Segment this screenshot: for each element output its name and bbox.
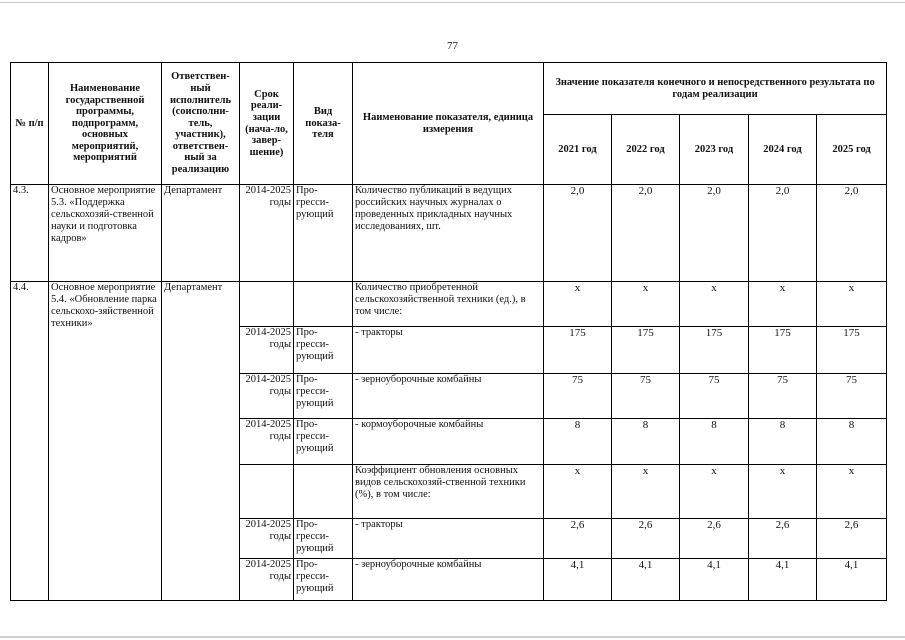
- cell-value: 2,6: [817, 519, 887, 559]
- page-number: 77: [447, 40, 458, 52]
- cell-indicator: - кормоуборочные комбайны: [353, 419, 544, 465]
- cell-kind: Про-гресси-рующий: [294, 374, 353, 419]
- cell-value: 4,1: [544, 559, 612, 601]
- cell-indicator: Количество приобретенной сельскохозяйственной техники (ед.), в том числе:: [353, 282, 544, 327]
- table-row-4-3: [11, 185, 887, 282]
- header-indicator: Наименование показателя, единица измерения: [353, 63, 544, 185]
- cell-indicator: - тракторы: [353, 519, 544, 559]
- header-year-2022: 2022 год: [612, 115, 680, 185]
- cell-value: х: [612, 465, 680, 519]
- cell-value: 175: [817, 327, 887, 374]
- cell-term: 2014-2025 годы: [240, 374, 294, 419]
- cell-term: 2014-2025 годы: [240, 559, 294, 601]
- cell-kind: Про-гресси-рующий: [294, 327, 353, 374]
- top-rule: [0, 2, 905, 3]
- cell-kind: [294, 282, 353, 327]
- cell-term: [240, 282, 294, 327]
- cell-indicator: Количество публикаций в ведущих российских научных журналах о проведенных прикладных научных исследованиях, шт.: [353, 185, 544, 282]
- indicators-table: [10, 62, 887, 601]
- header-program: Наименование государственной программы, подпрограмм, основных мероприятий, мероприятий: [49, 63, 162, 185]
- header-year-2021: 2021 год: [544, 115, 612, 185]
- cell-value: 175: [612, 327, 680, 374]
- cell-num: 4.4.: [11, 282, 49, 601]
- cell-value: х: [817, 465, 887, 519]
- cell-value: 75: [817, 374, 887, 419]
- header-executor: Ответствен-ный исполнитель (соисполни-тель, участник), ответствен-ный за реализацию: [162, 63, 240, 185]
- cell-executor: Департамент: [162, 185, 240, 282]
- cell-value: 2,6: [544, 519, 612, 559]
- cell-value: 2,0: [749, 185, 817, 282]
- cell-value: 2,0: [680, 185, 749, 282]
- cell-executor: Департамент: [162, 282, 240, 601]
- bottom-rule: [0, 636, 905, 638]
- cell-value: 8: [544, 419, 612, 465]
- cell-kind: Про-гресси-рующий: [294, 419, 353, 465]
- cell-value: х: [612, 282, 680, 327]
- cell-program: Основное мероприятие 5.4. «Обновление парка сельскохо-зяйственной техники»: [49, 282, 162, 601]
- header-term: Срок реали-зации (нача-ло, завер-шение): [240, 63, 294, 185]
- cell-value: 8: [817, 419, 887, 465]
- header-year-2025: 2025 год: [817, 115, 887, 185]
- cell-value: 2,6: [612, 519, 680, 559]
- cell-value: 75: [680, 374, 749, 419]
- cell-value: 8: [680, 419, 749, 465]
- cell-value: 8: [612, 419, 680, 465]
- cell-value: 175: [749, 327, 817, 374]
- cell-kind: [294, 465, 353, 519]
- cell-term: [240, 465, 294, 519]
- cell-value: 2,6: [749, 519, 817, 559]
- cell-value: х: [680, 465, 749, 519]
- cell-value: 2,6: [680, 519, 749, 559]
- cell-value: 175: [544, 327, 612, 374]
- cell-indicator: - зерноуборочные комбайны: [353, 374, 544, 419]
- cell-term: 2014-2025 годы: [240, 327, 294, 374]
- header-year-2023: 2023 год: [680, 115, 749, 185]
- cell-value: х: [680, 282, 749, 327]
- cell-indicator: - зерноуборочные комбайны: [353, 559, 544, 601]
- header-kind: Вид показа-теля: [294, 63, 353, 185]
- cell-value: х: [544, 465, 612, 519]
- cell-value: 4,1: [749, 559, 817, 601]
- cell-program: Основное мероприятие 5.3. «Поддержка сельскохозяй-ственной науки и подготовка кадров»: [49, 185, 162, 282]
- cell-value: 4,1: [612, 559, 680, 601]
- cell-value: 75: [749, 374, 817, 419]
- cell-term: 2014-2025 годы: [240, 419, 294, 465]
- cell-value: х: [817, 282, 887, 327]
- cell-value: 2,0: [817, 185, 887, 282]
- cell-indicator: Коэффициент обновления основных видов сельскохозяй-ственной техники (%), в том числе:: [353, 465, 544, 519]
- cell-value: х: [544, 282, 612, 327]
- cell-value: 4,1: [817, 559, 887, 601]
- header-values-group: Значение показателя конечного и непосредственного результата по годам реализации: [544, 63, 887, 115]
- cell-value: 2,0: [544, 185, 612, 282]
- cell-value: 75: [544, 374, 612, 419]
- table-row-4-4-0: [11, 282, 887, 327]
- cell-indicator: - тракторы: [353, 327, 544, 374]
- header-year-2024: 2024 год: [749, 115, 817, 185]
- cell-kind: Про-гресси-рующий: [294, 519, 353, 559]
- header-num: № п/п: [11, 63, 49, 185]
- cell-term: 2014-2025 годы: [240, 519, 294, 559]
- cell-value: 8: [749, 419, 817, 465]
- cell-value: 4,1: [680, 559, 749, 601]
- cell-value: х: [749, 282, 817, 327]
- cell-value: 2,0: [612, 185, 680, 282]
- cell-value: х: [749, 465, 817, 519]
- cell-term: 2014-2025 годы: [240, 185, 294, 282]
- cell-value: 175: [680, 327, 749, 374]
- cell-kind: Про-гресси-рующий: [294, 185, 353, 282]
- cell-value: 75: [612, 374, 680, 419]
- cell-kind: Про-гресси-рующий: [294, 559, 353, 601]
- cell-num: 4.3.: [11, 185, 49, 282]
